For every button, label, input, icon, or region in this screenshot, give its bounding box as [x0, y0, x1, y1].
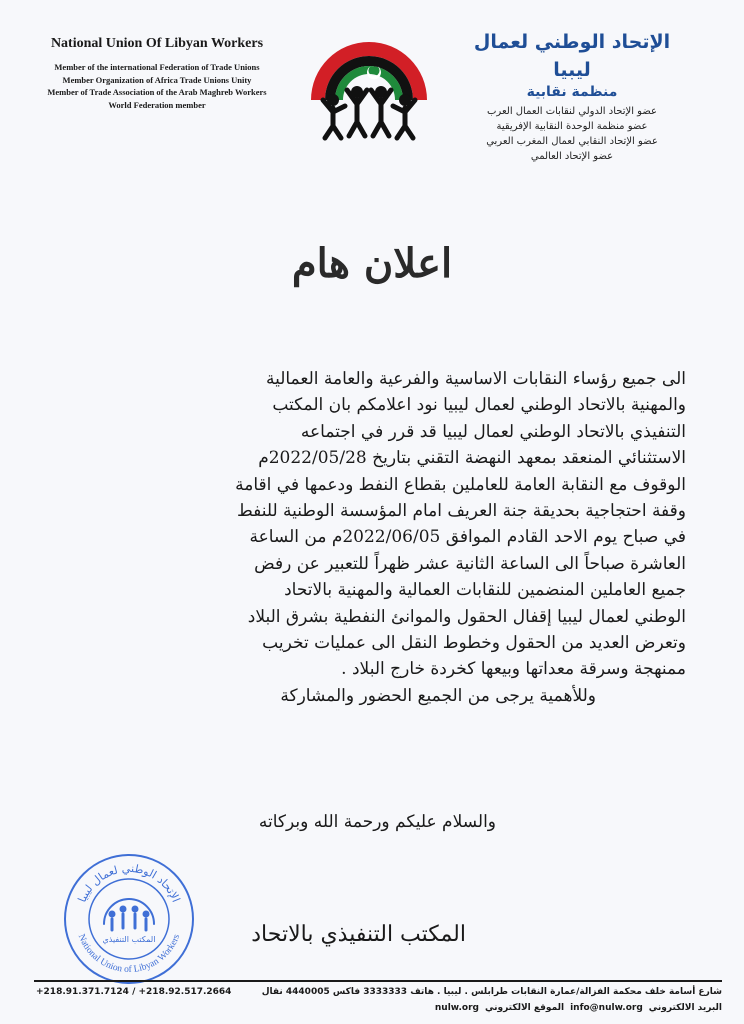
- english-membership-line: Member of Trade Association of the Arab Maghreb Workers: [47, 87, 267, 97]
- body-line: والمهنية بالاتحاد الوطني لعمال ليبيا نود اعلامكم بان المكتب: [272, 395, 686, 416]
- footer: [36, 984, 722, 1016]
- footer-website: nulw.org: [434, 1003, 479, 1013]
- stamp-arabic-text: الإتحاد الوطني لعمال ليبيا: [75, 861, 183, 905]
- footer-divider: [34, 980, 722, 982]
- english-membership-line: World Federation member: [108, 99, 206, 110]
- footer-phones: +218.91.371.7124 / +218.92.517.2664: [36, 987, 232, 997]
- body-line: وتعرض العديد من الحقول وخطوط النقل الى عمليات تخريب: [262, 633, 686, 654]
- arabic-membership-line: عضو الإتحاد العالمي: [530, 151, 614, 162]
- body-line: العاشرة صباحاً الى الساعة الثانية عشر ظهراً للتعبير عن رفض: [254, 553, 686, 574]
- english-membership-line: Member Organization of Africa Trade Unions Unity: [62, 74, 252, 85]
- body-line: جميع العاملين المنضمين للنقابات العمالية والمهنية بالاتحاد: [284, 580, 686, 601]
- announcement-body: [66, 366, 686, 709]
- footer-website-label: الموقع الالكتروني: [485, 1003, 565, 1013]
- body-line: الوطني لعمال ليبيا إقفال الحقول والموانئ النفطية بشرق البلاد: [247, 606, 686, 627]
- body-line: الاستثنائي المنعقد بمعهد النهضة التقني بتاريخ 2022/05/28م: [258, 448, 686, 469]
- body-line: وقفة احتجاجية بحديقة جنة العريف امام المؤسسة الوطنية للنفط: [236, 501, 686, 522]
- arabic-membership-line: عضو الإتحاد النقابي لعمال المغرب العربي: [486, 136, 658, 147]
- letterhead-arabic: [452, 28, 692, 164]
- stamp-inner-text: المكتب التنفيذي: [102, 935, 156, 944]
- body-line: في صباح يوم الاحد القادم الموافق 2022/06/05م من الساعة: [249, 527, 686, 548]
- body-line-closing: وللأهمية يرجى من الجميع الحضور والمشاركة: [280, 685, 596, 706]
- announcement-heading: اعلان هام: [291, 240, 453, 287]
- stamp-workers-icon: [104, 899, 154, 930]
- letterhead-english: [12, 36, 302, 111]
- union-logo: [305, 30, 433, 142]
- closing-greeting: والسلام عليكم ورحمة الله وبركاته: [258, 812, 496, 832]
- body-line: ممنهجة وسرقة معداتها وبيعها كخردة خارج البلاد .: [341, 659, 686, 680]
- footer-address: شارع أسامة خلف محكمة الفزالة/عمارة النقابات طرابلس . ليبيا . هاتف 3333333 فاكس 4440005 نقال: [261, 987, 722, 997]
- footer-email: info@nulw.org: [570, 1003, 643, 1013]
- arabic-membership-line: عضو منظمة الوحدة النقابية الإفريقية: [496, 121, 648, 132]
- footer-email-label: البريد الالكتروني: [648, 1003, 722, 1013]
- body-line: الى جميع رؤساء النقابات الاساسية والفرعية والعامة العمالية: [265, 369, 686, 389]
- body-line: التنفيذي بالاتحاد الوطني لعمال ليبيا قد قرر في اجتماعه: [300, 421, 686, 442]
- stamp-english-text: National Union of Libyan Workers: [75, 932, 183, 976]
- english-membership-line: Member of the international Federation of Trade Unions: [54, 62, 260, 72]
- english-union-title: National Union Of Libyan Workers: [50, 36, 264, 51]
- arabic-union-title: الإتحاد الوطني لعمال ليبيا: [473, 31, 671, 81]
- signature-block: المكتب التنفيذي بالاتحاد: [251, 922, 466, 947]
- official-stamp: [62, 852, 196, 986]
- body-line: الوقوف مع النقابة العامة للعاملين بقطاع النفط ودعمها في اقامة: [235, 474, 686, 495]
- arabic-union-subtitle: منظمة نقابية: [526, 84, 618, 100]
- arabic-membership-line: عضو الإتحاد الدولي لنقابات العمال العرب: [487, 106, 657, 117]
- stamp-inner-ring: [89, 879, 169, 959]
